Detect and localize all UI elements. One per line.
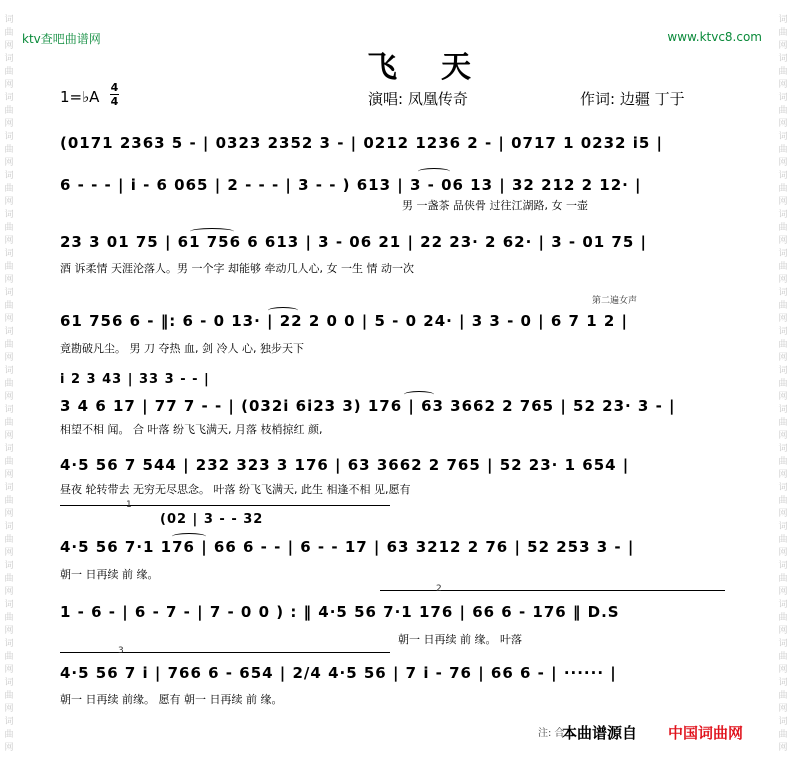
side-watermark-glyph: 曲 — [778, 184, 788, 194]
side-watermark-glyph: 曲 — [4, 574, 14, 584]
staff-line-8: 1 - 6 - | 6 - 7 - | 7 - 0 0 ) : ‖ 4·5 56 7·1 176 | 66 6 - 176 ‖ D.S — [60, 603, 620, 621]
staff-line-9: 4·5 56 7 i | 766 6 - 654 | 2/4 4·5 56 | 7 i - 76 | 66 6 - | ······ | — [60, 664, 617, 682]
side-watermark-glyph: 曲 — [4, 535, 14, 545]
side-watermark-glyph: 词 — [778, 600, 788, 610]
side-watermark-glyph: 词 — [4, 522, 14, 532]
staff-line-2: 6 - - - | i - 6 065 | 2 - - - | 3 - - ) 613 | 3 - 06 13 | 32 212 2 12· | — [60, 176, 642, 194]
lyricist-credit: 作词: 边疆 丁于 — [580, 90, 685, 108]
side-watermark-glyph: 网 — [778, 119, 788, 129]
side-watermark-glyph: 网 — [778, 431, 788, 441]
volta-bracket-2 — [380, 590, 725, 591]
side-watermark-glyph: 曲 — [778, 67, 788, 77]
side-watermark-glyph: 词 — [778, 171, 788, 181]
side-watermark-glyph: 词 — [778, 405, 788, 415]
side-watermark-glyph: 网 — [778, 470, 788, 480]
upper-voice-line-2: (02 | 3 - - 32 — [160, 512, 264, 527]
side-watermark-glyph: 词 — [4, 210, 14, 220]
side-watermark-glyph: 词 — [4, 561, 14, 571]
side-watermark-glyph: 词 — [778, 678, 788, 688]
side-watermark-glyph: 词 — [4, 639, 14, 649]
slur — [190, 228, 234, 235]
side-watermark-glyph: 词 — [4, 327, 14, 337]
side-watermark-glyph: 曲 — [4, 496, 14, 506]
side-watermark-glyph: 网 — [778, 548, 788, 558]
lyric-line-5: 相望不相 闻。 合 叶落 纷飞飞满天, 月落 枝梢掠红 颜, — [60, 423, 323, 436]
side-watermark-glyph: 网 — [4, 41, 14, 51]
side-watermark-glyph: 词 — [778, 366, 788, 376]
side-watermark-glyph: 词 — [4, 366, 14, 376]
side-watermark-glyph: 词 — [4, 249, 14, 259]
side-watermark-glyph: 曲 — [4, 418, 14, 428]
side-watermark-glyph: 曲 — [4, 184, 14, 194]
side-watermark-glyph: 词 — [4, 132, 14, 142]
side-watermark-glyph: 词 — [778, 444, 788, 454]
side-watermark-glyph: 曲 — [4, 106, 14, 116]
side-watermark-glyph: 网 — [778, 197, 788, 207]
upper-voice-line-1: i 2 3 43 | 33 3 - - | — [60, 372, 210, 387]
side-watermark-glyph: 曲 — [4, 262, 14, 272]
side-watermark-glyph: 网 — [778, 704, 788, 714]
time-signature-bottom: 4 — [110, 95, 119, 108]
side-watermark-glyph: 词 — [4, 54, 14, 64]
side-watermark-glyph: 网 — [778, 158, 788, 168]
side-watermark-glyph: 曲 — [778, 379, 788, 389]
side-watermark-glyph: 曲 — [4, 340, 14, 350]
staff-line-5: 3 4 6 17 | 77 7 - - | (032i 6i23 3) 176 | 63 3662 2 765 | 52 23· 3 - | — [60, 397, 676, 415]
staff-line-1: (0171 2363 5 - | 0323 2352 3 - | 0212 1236 2 - | 0717 1 0232 i5 | — [60, 134, 663, 152]
side-watermark-glyph: 曲 — [778, 340, 788, 350]
side-watermark-glyph: 网 — [778, 275, 788, 285]
staff-line-7: 4·5 56 7·1 176 | 66 6 - - | 6 - - 17 | 63 3212 2 76 | 52 253 3 - | — [60, 538, 635, 556]
side-watermark-glyph: 网 — [778, 41, 788, 51]
side-watermark-glyph: 网 — [778, 587, 788, 597]
side-watermark-glyph: 网 — [4, 197, 14, 207]
slur — [418, 168, 450, 175]
side-watermark-glyph: 曲 — [4, 457, 14, 467]
side-watermark-glyph: 网 — [4, 119, 14, 129]
side-watermark-glyph: 曲 — [4, 613, 14, 623]
volta-number-1: 1 — [126, 500, 132, 510]
side-watermark-glyph: 曲 — [778, 301, 788, 311]
singer-credit: 演唱: 凤凰传奇 — [368, 90, 468, 108]
side-watermark-glyph: 曲 — [4, 223, 14, 233]
side-watermark-glyph: 网 — [4, 314, 14, 324]
side-watermark-glyph: 词 — [4, 15, 14, 25]
side-watermark-glyph: 词 — [778, 327, 788, 337]
side-watermark-glyph: 词 — [778, 249, 788, 259]
lyric-line-8: 朝一 日再续 前 缘。 叶落 — [398, 633, 522, 646]
side-watermark-glyph: 词 — [4, 444, 14, 454]
lyric-line-4: 竟勘破凡尘。 男 刀 夺热 血, 剑 冷人 心, 独步天下 — [60, 342, 304, 355]
lyric-line-2: 男 一盏茶 品侠骨 过往江湖路, 女 一壶 — [402, 199, 588, 212]
side-watermark-glyph: 曲 — [778, 535, 788, 545]
slur — [404, 391, 434, 398]
side-watermark-glyph: 词 — [4, 171, 14, 181]
side-watermark-glyph: 曲 — [778, 418, 788, 428]
lyric-line-7: 朝一 日再续 前 缘。 — [60, 568, 159, 581]
side-watermark-glyph: 网 — [778, 509, 788, 519]
side-watermark-glyph: 网 — [4, 353, 14, 363]
side-watermark-glyph: 网 — [778, 392, 788, 402]
staff-line-6: 4·5 56 7 544 | 232 323 3 176 | 63 3662 2 765 | 52 23· 1 654 | — [60, 456, 630, 474]
side-watermark-glyph: 网 — [778, 626, 788, 636]
side-watermark-glyph: 曲 — [778, 457, 788, 467]
side-watermark-glyph: 曲 — [4, 652, 14, 662]
side-watermark-glyph: 网 — [4, 626, 14, 636]
side-watermark-glyph: 网 — [4, 275, 14, 285]
side-watermark-glyph: 词 — [4, 717, 14, 727]
lyric-line-6: 昼夜 轮转带去 无穷无尽思念。 叶落 纷飞飞满天, 此生 相逢不相 见,愿有 — [60, 483, 411, 496]
side-watermark-glyph: 曲 — [778, 496, 788, 506]
volta-number-3: 3 — [118, 646, 124, 656]
side-watermark-glyph: 词 — [778, 288, 788, 298]
second-pass-note: 第二遍女声 — [592, 296, 638, 306]
watermark-top-left: ktv查吧曲谱网 — [22, 32, 101, 46]
side-watermark-glyph: 词 — [778, 54, 788, 64]
side-watermark-glyph: 网 — [4, 587, 14, 597]
side-watermark-glyph: 网 — [4, 548, 14, 558]
footer-source-site: 中国词曲网 — [668, 724, 744, 742]
side-watermark-glyph: 曲 — [778, 262, 788, 272]
side-watermark-glyph: 网 — [4, 509, 14, 519]
side-watermark-glyph: 词 — [778, 522, 788, 532]
side-watermark-glyph: 词 — [4, 483, 14, 493]
side-watermark-glyph: 曲 — [778, 730, 788, 740]
side-watermark-glyph: 曲 — [4, 145, 14, 155]
side-watermark-glyph: 词 — [778, 132, 788, 142]
side-watermark-glyph: 曲 — [778, 28, 788, 38]
side-watermark-glyph: 曲 — [778, 574, 788, 584]
side-watermark-glyph: 词 — [778, 93, 788, 103]
side-watermark-glyph: 词 — [4, 288, 14, 298]
side-watermark-glyph: 网 — [4, 158, 14, 168]
side-watermark-glyph: 词 — [4, 405, 14, 415]
side-watermark-glyph: 曲 — [778, 652, 788, 662]
side-watermark-glyph: 网 — [4, 665, 14, 675]
side-watermark-glyph: 网 — [4, 392, 14, 402]
side-watermark-glyph: 曲 — [778, 145, 788, 155]
side-watermark-glyph: 曲 — [4, 67, 14, 77]
side-watermark-left — [2, 14, 16, 755]
side-watermark-glyph: 曲 — [4, 730, 14, 740]
lyric-line-3: 酒 诉柔情 天涯沦落人。男 一个字 却能够 牵动几人心, 女 一生 情 动一次 — [60, 262, 414, 275]
side-watermark-glyph: 网 — [778, 743, 788, 753]
side-watermark-glyph: 曲 — [4, 301, 14, 311]
side-watermark-glyph: 词 — [4, 600, 14, 610]
side-watermark-glyph: 曲 — [4, 691, 14, 701]
song-title: 飞天 — [367, 50, 515, 85]
watermark-top-right: www.ktvc8.com — [667, 30, 762, 44]
side-watermark-glyph: 网 — [778, 80, 788, 90]
side-watermark-glyph: 词 — [778, 210, 788, 220]
side-watermark-glyph: 词 — [4, 678, 14, 688]
side-watermark-glyph: 网 — [778, 353, 788, 363]
side-watermark-glyph: 网 — [4, 236, 14, 246]
key-signature: 1=♭A — [60, 88, 100, 106]
time-signature-top: 4 — [110, 81, 119, 94]
side-watermark-glyph: 词 — [778, 561, 788, 571]
staff-line-4: 61 756 6 - ‖: 6 - 0 13· | 22 2 0 0 | 5 - 0 24· | 3 3 - 0 | 6 7 1 2 | — [60, 312, 628, 330]
side-watermark-right — [776, 14, 790, 755]
side-watermark-glyph: 曲 — [4, 379, 14, 389]
side-watermark-glyph: 词 — [778, 15, 788, 25]
side-watermark-glyph: 网 — [4, 470, 14, 480]
side-watermark-glyph: 词 — [778, 483, 788, 493]
footer-note: 注: 合 — [538, 728, 565, 739]
side-watermark-glyph: 词 — [4, 93, 14, 103]
side-watermark-glyph: 词 — [778, 717, 788, 727]
side-watermark-glyph: 网 — [4, 743, 14, 753]
volta-bracket-3 — [60, 652, 390, 653]
volta-number-2: 2 — [436, 584, 442, 594]
footer-source-label: 本曲谱源自 — [562, 724, 638, 742]
side-watermark-glyph: 网 — [778, 665, 788, 675]
side-watermark-glyph: 网 — [778, 236, 788, 246]
side-watermark-glyph: 曲 — [778, 223, 788, 233]
side-watermark-glyph: 曲 — [778, 691, 788, 701]
slur — [172, 533, 206, 540]
time-signature — [110, 82, 119, 107]
slur — [268, 307, 298, 314]
side-watermark-glyph: 网 — [4, 431, 14, 441]
side-watermark-glyph: 曲 — [778, 613, 788, 623]
side-watermark-glyph: 网 — [4, 80, 14, 90]
volta-bracket-1 — [60, 505, 390, 506]
side-watermark-glyph: 曲 — [778, 106, 788, 116]
side-watermark-glyph: 词 — [778, 639, 788, 649]
lyric-line-9: 朝一 日再续 前缘。 愿有 朝一 日再续 前 缘。 — [60, 693, 283, 706]
staff-line-3: 23 3 01 75 | 61 756 6 613 | 3 - 06 21 | 22 23· 2 62· | 3 - 01 75 | — [60, 233, 647, 251]
side-watermark-glyph: 曲 — [4, 28, 14, 38]
side-watermark-glyph: 网 — [4, 704, 14, 714]
side-watermark-glyph: 网 — [778, 314, 788, 324]
